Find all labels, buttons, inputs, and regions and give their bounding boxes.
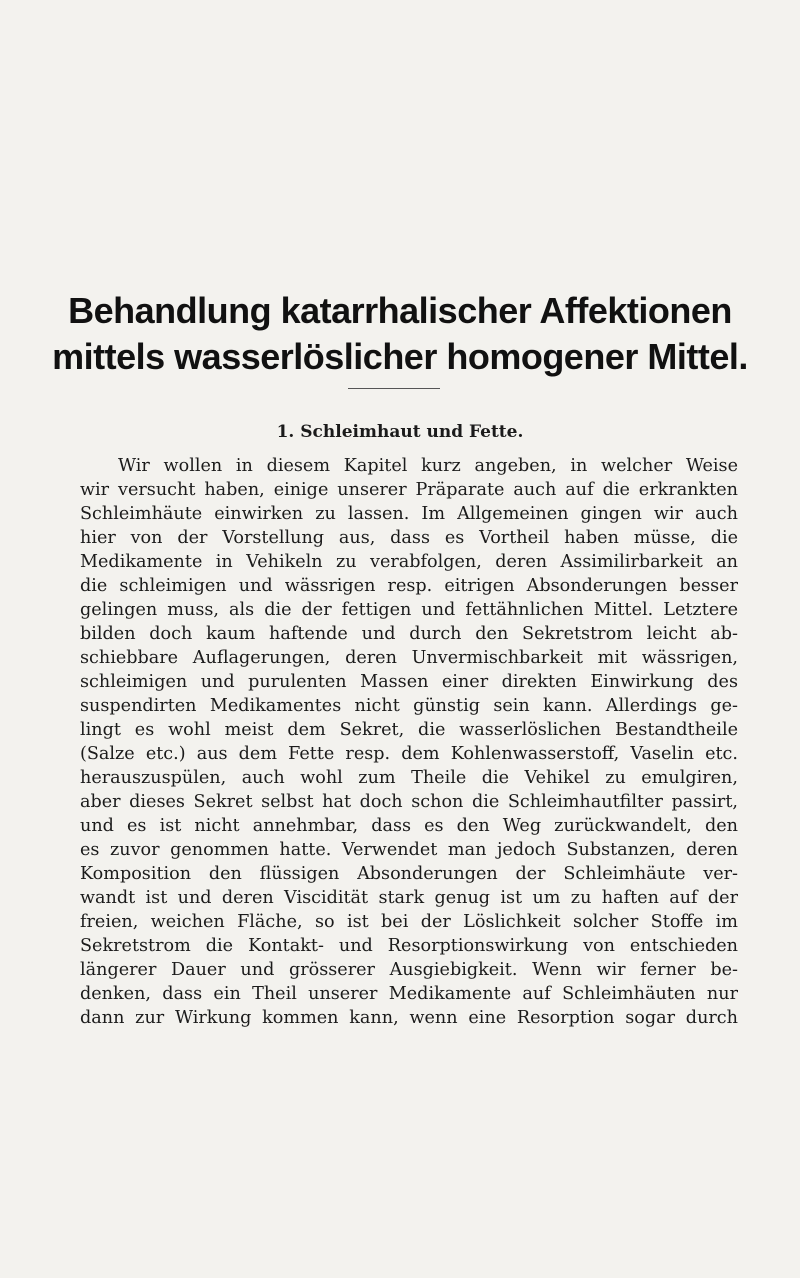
- paragraph-line: gelingen muss, als die der fettigen und fettähnlichen Mittel. Letztere: [80, 600, 738, 620]
- paragraph-line: (Salze etc.) aus dem Fette resp. dem Kohlenwasserstoff, Vaselin etc.: [80, 744, 738, 764]
- paragraph-line: herauszuspülen, auch wohl zum Theile die Vehikel zu emulgiren,: [80, 768, 738, 788]
- paragraph-line: lingt es wohl meist dem Sekret, die wasserlöslichen Bestandtheile: [80, 720, 738, 740]
- paragraph-line: aber dieses Sekret selbst hat doch schon die Schleimhautfilter passirt,: [80, 792, 738, 812]
- paragraph-line: Wir wollen in diesem Kapitel kurz angeben, in welcher Weise: [118, 456, 738, 476]
- paragraph-line: bilden doch kaum haftende und durch den Sekretstrom leicht ab-: [80, 624, 738, 644]
- paragraph-line: die schleimigen und wässrigen resp. eitrigen Absonderungen besser: [80, 576, 738, 596]
- paragraph-line: freien, weichen Fläche, so ist bei der Löslichkeit solcher Stoffe im: [80, 912, 738, 932]
- paragraph-line: denken, dass ein Theil unserer Medikamente auf Schleimhäuten nur: [80, 984, 738, 1004]
- paragraph-line: hier von der Vorstellung aus, dass es Vortheil haben müsse, die: [80, 528, 738, 548]
- paragraph-line: Schleimhäute einwirken zu lassen. Im Allgemeinen gingen wir auch: [80, 504, 738, 524]
- paragraph-line: wandt ist und deren Viscidität stark genug ist um zu haften auf der: [80, 888, 738, 908]
- paragraph-line: Komposition den flüssigen Absonderungen der Schleimhäute ver-: [80, 864, 738, 884]
- paragraph-line: längerer Dauer und grösserer Ausgiebigkeit. Wenn wir ferner be-: [80, 960, 738, 980]
- paragraph-line: und es ist nicht annehmbar, dass es den Weg zurückwandelt, den: [80, 816, 738, 836]
- paragraph-line: schleimigen und purulenten Massen einer direkten Einwirkung des: [80, 672, 738, 692]
- chapter-title-line-2: mittels wasserlöslicher homogener Mittel.: [52, 336, 748, 377]
- section-heading: 1. Schleimhaut und Fette.: [276, 422, 524, 442]
- paragraph-line: es zuvor genommen hatte. Verwendet man jedoch Substanzen, deren: [80, 840, 738, 860]
- paragraph-line: Sekretstrom die Kontakt- und Resorptionswirkung von entschieden: [80, 936, 738, 956]
- chapter-title-line-1: Behandlung katarrhalischer Affektionen: [68, 290, 732, 331]
- paragraph-line: dann zur Wirkung kommen kann, wenn eine Resorption sogar durch: [80, 1008, 738, 1028]
- title-divider: [348, 388, 440, 389]
- paragraph-line: wir versucht haben, einige unserer Präparate auch auf die erkrankten: [80, 480, 738, 500]
- paragraph-line: Medikamente in Vehikeln zu verabfolgen, deren Assimilirbarkeit an: [80, 552, 738, 572]
- paragraph-line: schiebbare Auflagerungen, deren Unvermischbarkeit mit wässrigen,: [80, 648, 738, 668]
- paragraph-line: suspendirten Medikamentes nicht günstig sein kann. Allerdings ge-: [80, 696, 738, 716]
